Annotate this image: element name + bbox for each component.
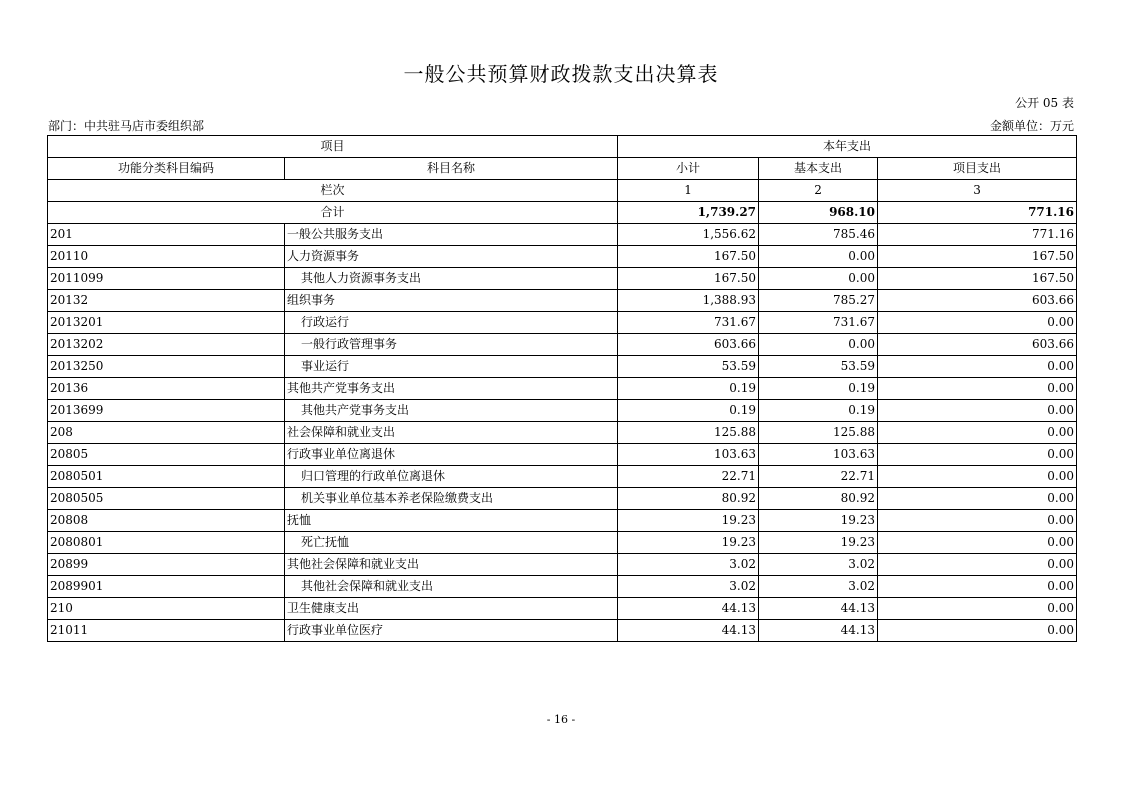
- department-label: 部门：中共驻马店市委组织部: [48, 119, 205, 133]
- row-basic: 3.02: [759, 576, 878, 598]
- row-basic: 785.46: [759, 224, 878, 246]
- row-subtotal: 0.19: [618, 400, 759, 422]
- table-row: [48, 576, 1077, 598]
- row-code: 210: [48, 598, 285, 620]
- table-row: [48, 510, 1077, 532]
- total-project: 771.16: [878, 202, 1077, 224]
- header-basic-expense: 基本支出: [759, 158, 878, 180]
- row-project: 771.16: [878, 224, 1077, 246]
- table-row: [48, 224, 1077, 246]
- header-project-expense: 项目支出: [878, 158, 1077, 180]
- row-code: 20808: [48, 510, 285, 532]
- row-name: 组织事务: [285, 290, 618, 312]
- row-basic: 0.19: [759, 400, 878, 422]
- row-code: 20136: [48, 378, 285, 400]
- row-subtotal: 603.66: [618, 334, 759, 356]
- row-project: 603.66: [878, 290, 1077, 312]
- row-subtotal: 80.92: [618, 488, 759, 510]
- row-basic: 0.00: [759, 268, 878, 290]
- row-name: 卫生健康支出: [285, 598, 618, 620]
- row-name: 机关事业单位基本养老保险缴费支出: [285, 488, 618, 510]
- total-row: [48, 202, 1077, 224]
- row-basic: 19.23: [759, 532, 878, 554]
- row-basic: 0.19: [759, 378, 878, 400]
- row-basic: 0.00: [759, 246, 878, 268]
- row-subtotal: 3.02: [618, 576, 759, 598]
- row-code: 20132: [48, 290, 285, 312]
- table-row: [48, 620, 1077, 642]
- row-code: 2013201: [48, 312, 285, 334]
- row-project: 0.00: [878, 378, 1077, 400]
- header-project: 项目: [48, 136, 618, 158]
- row-project: 167.50: [878, 268, 1077, 290]
- row-project: 603.66: [878, 334, 1077, 356]
- row-project: 0.00: [878, 510, 1077, 532]
- total-subtotal: 1,739.27: [618, 202, 759, 224]
- row-project: 0.00: [878, 488, 1077, 510]
- table-row: [48, 466, 1077, 488]
- row-code: 201: [48, 224, 285, 246]
- row-code: 208: [48, 422, 285, 444]
- row-subtotal: 731.67: [618, 312, 759, 334]
- header-col-2: 2: [759, 180, 878, 202]
- table-row: [48, 356, 1077, 378]
- table-row: [48, 334, 1077, 356]
- row-basic: 44.13: [759, 598, 878, 620]
- row-code: 2080801: [48, 532, 285, 554]
- row-project: 0.00: [878, 444, 1077, 466]
- row-basic: 3.02: [759, 554, 878, 576]
- header-subject-name: 科目名称: [285, 158, 618, 180]
- row-subtotal: 103.63: [618, 444, 759, 466]
- row-name: 抚恤: [285, 510, 618, 532]
- row-code: 2013250: [48, 356, 285, 378]
- row-subtotal: 19.23: [618, 510, 759, 532]
- header-column-index: 栏次: [48, 180, 618, 202]
- table-row: [48, 532, 1077, 554]
- table-row: [48, 598, 1077, 620]
- row-name: 归口管理的行政单位离退休: [285, 466, 618, 488]
- page-title: 一般公共预算财政拨款支出决算表: [403, 62, 719, 86]
- table-row: [48, 312, 1077, 334]
- total-basic: 968.10: [759, 202, 878, 224]
- row-basic: 125.88: [759, 422, 878, 444]
- row-code: 2080501: [48, 466, 285, 488]
- row-project: 0.00: [878, 598, 1077, 620]
- row-name: 行政事业单位医疗: [285, 620, 618, 642]
- row-code: 20899: [48, 554, 285, 576]
- row-basic: 0.00: [759, 334, 878, 356]
- table-row: [48, 554, 1077, 576]
- table-body: [48, 202, 1077, 642]
- row-basic: 19.23: [759, 510, 878, 532]
- header-col-1: 1: [618, 180, 759, 202]
- expenditure-table: [47, 135, 1077, 642]
- row-subtotal: 0.19: [618, 378, 759, 400]
- total-label: 合计: [48, 202, 618, 224]
- row-project: 0.00: [878, 532, 1077, 554]
- row-name: 事业运行: [285, 356, 618, 378]
- table-row: [48, 246, 1077, 268]
- row-name: 一般行政管理事务: [285, 334, 618, 356]
- row-code: 20110: [48, 246, 285, 268]
- row-code: 2011099: [48, 268, 285, 290]
- row-basic: 785.27: [759, 290, 878, 312]
- row-subtotal: 125.88: [618, 422, 759, 444]
- row-subtotal: 44.13: [618, 620, 759, 642]
- row-name: 其他社会保障和就业支出: [285, 554, 618, 576]
- table-row: [48, 378, 1077, 400]
- amount-unit-label: 金额单位：万元: [989, 119, 1074, 133]
- form-number: 公开 05 表: [1015, 96, 1074, 110]
- row-subtotal: 22.71: [618, 466, 759, 488]
- row-project: 0.00: [878, 400, 1077, 422]
- row-basic: 44.13: [759, 620, 878, 642]
- row-name: 行政运行: [285, 312, 618, 334]
- row-basic: 103.63: [759, 444, 878, 466]
- row-name: 一般公共服务支出: [285, 224, 618, 246]
- row-name: 人力资源事务: [285, 246, 618, 268]
- row-name: 其他共产党事务支出: [285, 378, 618, 400]
- table-row: [48, 422, 1077, 444]
- row-project: 0.00: [878, 620, 1077, 642]
- row-project: 167.50: [878, 246, 1077, 268]
- row-project: 0.00: [878, 466, 1077, 488]
- row-name: 其他人力资源事务支出: [285, 268, 618, 290]
- table-row: [48, 488, 1077, 510]
- row-subtotal: 167.50: [618, 246, 759, 268]
- row-subtotal: 3.02: [618, 554, 759, 576]
- row-basic: 53.59: [759, 356, 878, 378]
- row-project: 0.00: [878, 312, 1077, 334]
- table-row: [48, 400, 1077, 422]
- row-subtotal: 167.50: [618, 268, 759, 290]
- row-name: 其他共产党事务支出: [285, 400, 618, 422]
- header-subtotal: 小计: [618, 158, 759, 180]
- row-project: 0.00: [878, 554, 1077, 576]
- page-number: - 16 -: [546, 713, 576, 726]
- row-name: 社会保障和就业支出: [285, 422, 618, 444]
- row-project: 0.00: [878, 356, 1077, 378]
- row-basic: 731.67: [759, 312, 878, 334]
- row-name: 行政事业单位离退休: [285, 444, 618, 466]
- row-code: 2080505: [48, 488, 285, 510]
- row-subtotal: 1,388.93: [618, 290, 759, 312]
- row-project: 0.00: [878, 422, 1077, 444]
- row-code: 2013699: [48, 400, 285, 422]
- row-name: 其他社会保障和就业支出: [285, 576, 618, 598]
- header-func-code: 功能分类科目编码: [48, 158, 285, 180]
- row-subtotal: 19.23: [618, 532, 759, 554]
- row-code: 21011: [48, 620, 285, 642]
- row-project: 0.00: [878, 576, 1077, 598]
- row-name: 死亡抚恤: [285, 532, 618, 554]
- row-subtotal: 53.59: [618, 356, 759, 378]
- row-basic: 22.71: [759, 466, 878, 488]
- table-row: [48, 444, 1077, 466]
- row-subtotal: 44.13: [618, 598, 759, 620]
- row-basic: 80.92: [759, 488, 878, 510]
- header-col-3: 3: [878, 180, 1077, 202]
- row-code: 2089901: [48, 576, 285, 598]
- row-code: 20805: [48, 444, 285, 466]
- table-row: [48, 290, 1077, 312]
- table-row: [48, 268, 1077, 290]
- row-subtotal: 1,556.62: [618, 224, 759, 246]
- header-current-year-expense: 本年支出: [618, 136, 1077, 158]
- row-code: 2013202: [48, 334, 285, 356]
